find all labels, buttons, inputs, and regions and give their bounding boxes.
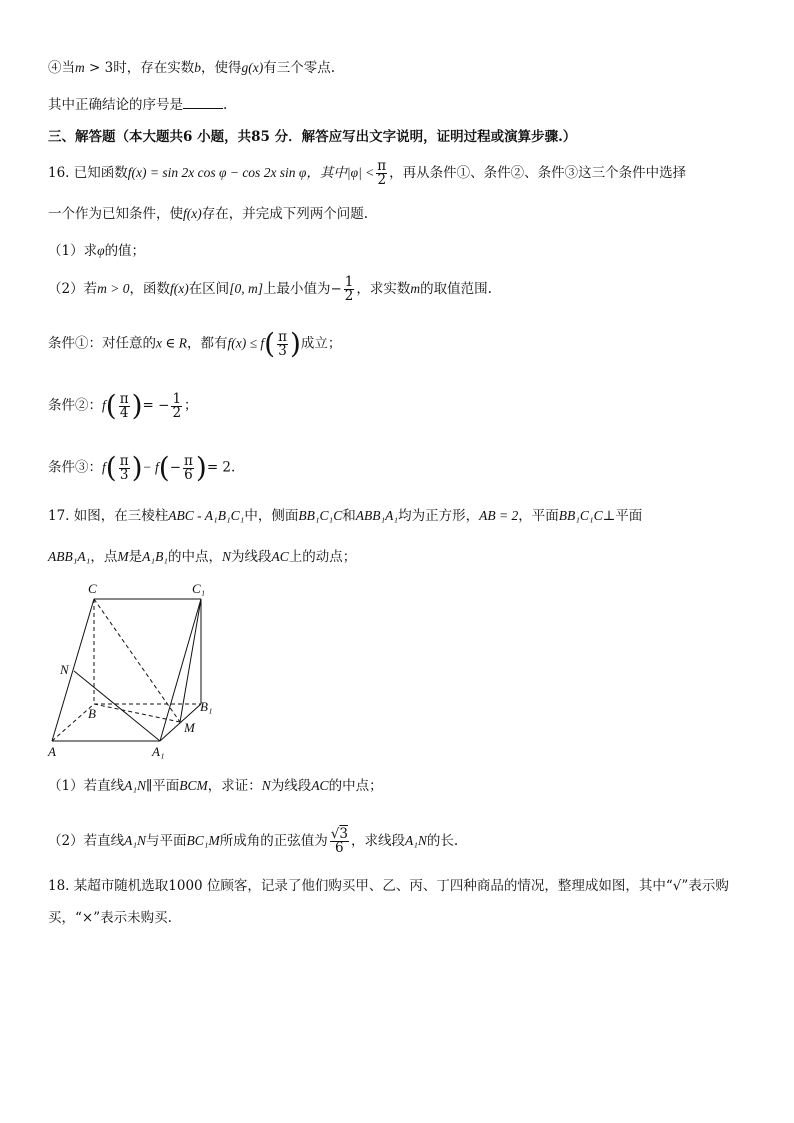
label-C: C (88, 581, 97, 596)
label-B: B (88, 706, 96, 721)
condition-1: 条件①：对任意的x ∈ R，都有f(x) ≤ f( $\frac{\pi}{3}$ )成立； (48, 327, 342, 360)
label-M: M (184, 720, 195, 735)
label-A: A (48, 744, 56, 759)
question-17-stem: 17. 如图，在三棱柱ABC - A₁B₁C₁中，侧面BB₁C₁C和ABB₁A₁均为正方形，AB = 2，平面BB₁C₁C⊥平面 (48, 508, 643, 524)
statement-4: ④当m > 3时，存在实数b，使得g(x)有三个零点. (48, 60, 336, 76)
condition-2: 条件②：f( $\frac{\pi}{4}$ )= − $\frac{1}{2}$ ； (48, 389, 198, 422)
hidden-segment-B-M (94, 704, 180, 722)
condition-3: 条件③：f( $\frac{\pi}{3}$ )− f(− $\frac{\pi}{6}$ )= 2. (48, 451, 236, 484)
label-C1: C₁ (192, 581, 206, 596)
label-B1: B₁ (200, 699, 213, 714)
question-17-part-2: （2）若直线A₁N与平面BC₁M所成角的正弦值为 $\frac{√3}{6}$ ，求线段A₁N的长. (48, 826, 459, 856)
segment-N-A1 (74, 671, 160, 741)
answer-blank (183, 96, 223, 109)
fraction-sqrt3-over-6: $\frac{√3}{6}$ (330, 826, 348, 856)
fraction-pi-over-2: $\frac{\pi}{2}$ (377, 158, 387, 188)
edge-A1-B1 (160, 704, 201, 741)
label-N: N (60, 662, 69, 677)
answer-prompt: 其中正确结论的序号是 . (48, 97, 228, 113)
section-header: 三、解答题（本大题共6 小题，共85 分．解答应写出文字说明，证明过程或演算步骤.） (48, 129, 577, 145)
label-A1: A₁ (152, 744, 165, 759)
question-16-stem: 16. 已知函数f(x) = sin 2x cos φ − cos 2x sin φ，其中|φ| < $\frac{\pi}{2}$ ，再从条件①、条件②、条件③这三个条件中选择 (48, 158, 687, 188)
question-16-part-2: （2）若m > 0，函数f(x)在区间[0, m]上最小值为− $\frac{1}{2}$ ，求实数m的取值范围. (48, 274, 492, 304)
question-16-part-1: （1）求φ的值； (48, 243, 146, 259)
question-17-part-1: （1）若直线A₁N∥平面BCM，求证：N为线段AC的中点； (48, 778, 383, 794)
question-18-stem: 18. 某超市随机选取1000 位顾客，记录了他们购买甲、乙、丙、丁四种商品的情况，整理成如图，其中“√”表示购 (48, 878, 729, 894)
prism-figure (44, 578, 234, 768)
question-16-stem-cont: 一个作为已知条件，使f(x)存在，并完成下列两个问题. (48, 206, 369, 222)
question-17-stem-cont: ABB₁A₁，点M是A₁B₁的中点，N为线段AC上的动点； (48, 549, 357, 565)
question-18-stem-cont: 买，“×”表示未购买. (48, 910, 172, 926)
